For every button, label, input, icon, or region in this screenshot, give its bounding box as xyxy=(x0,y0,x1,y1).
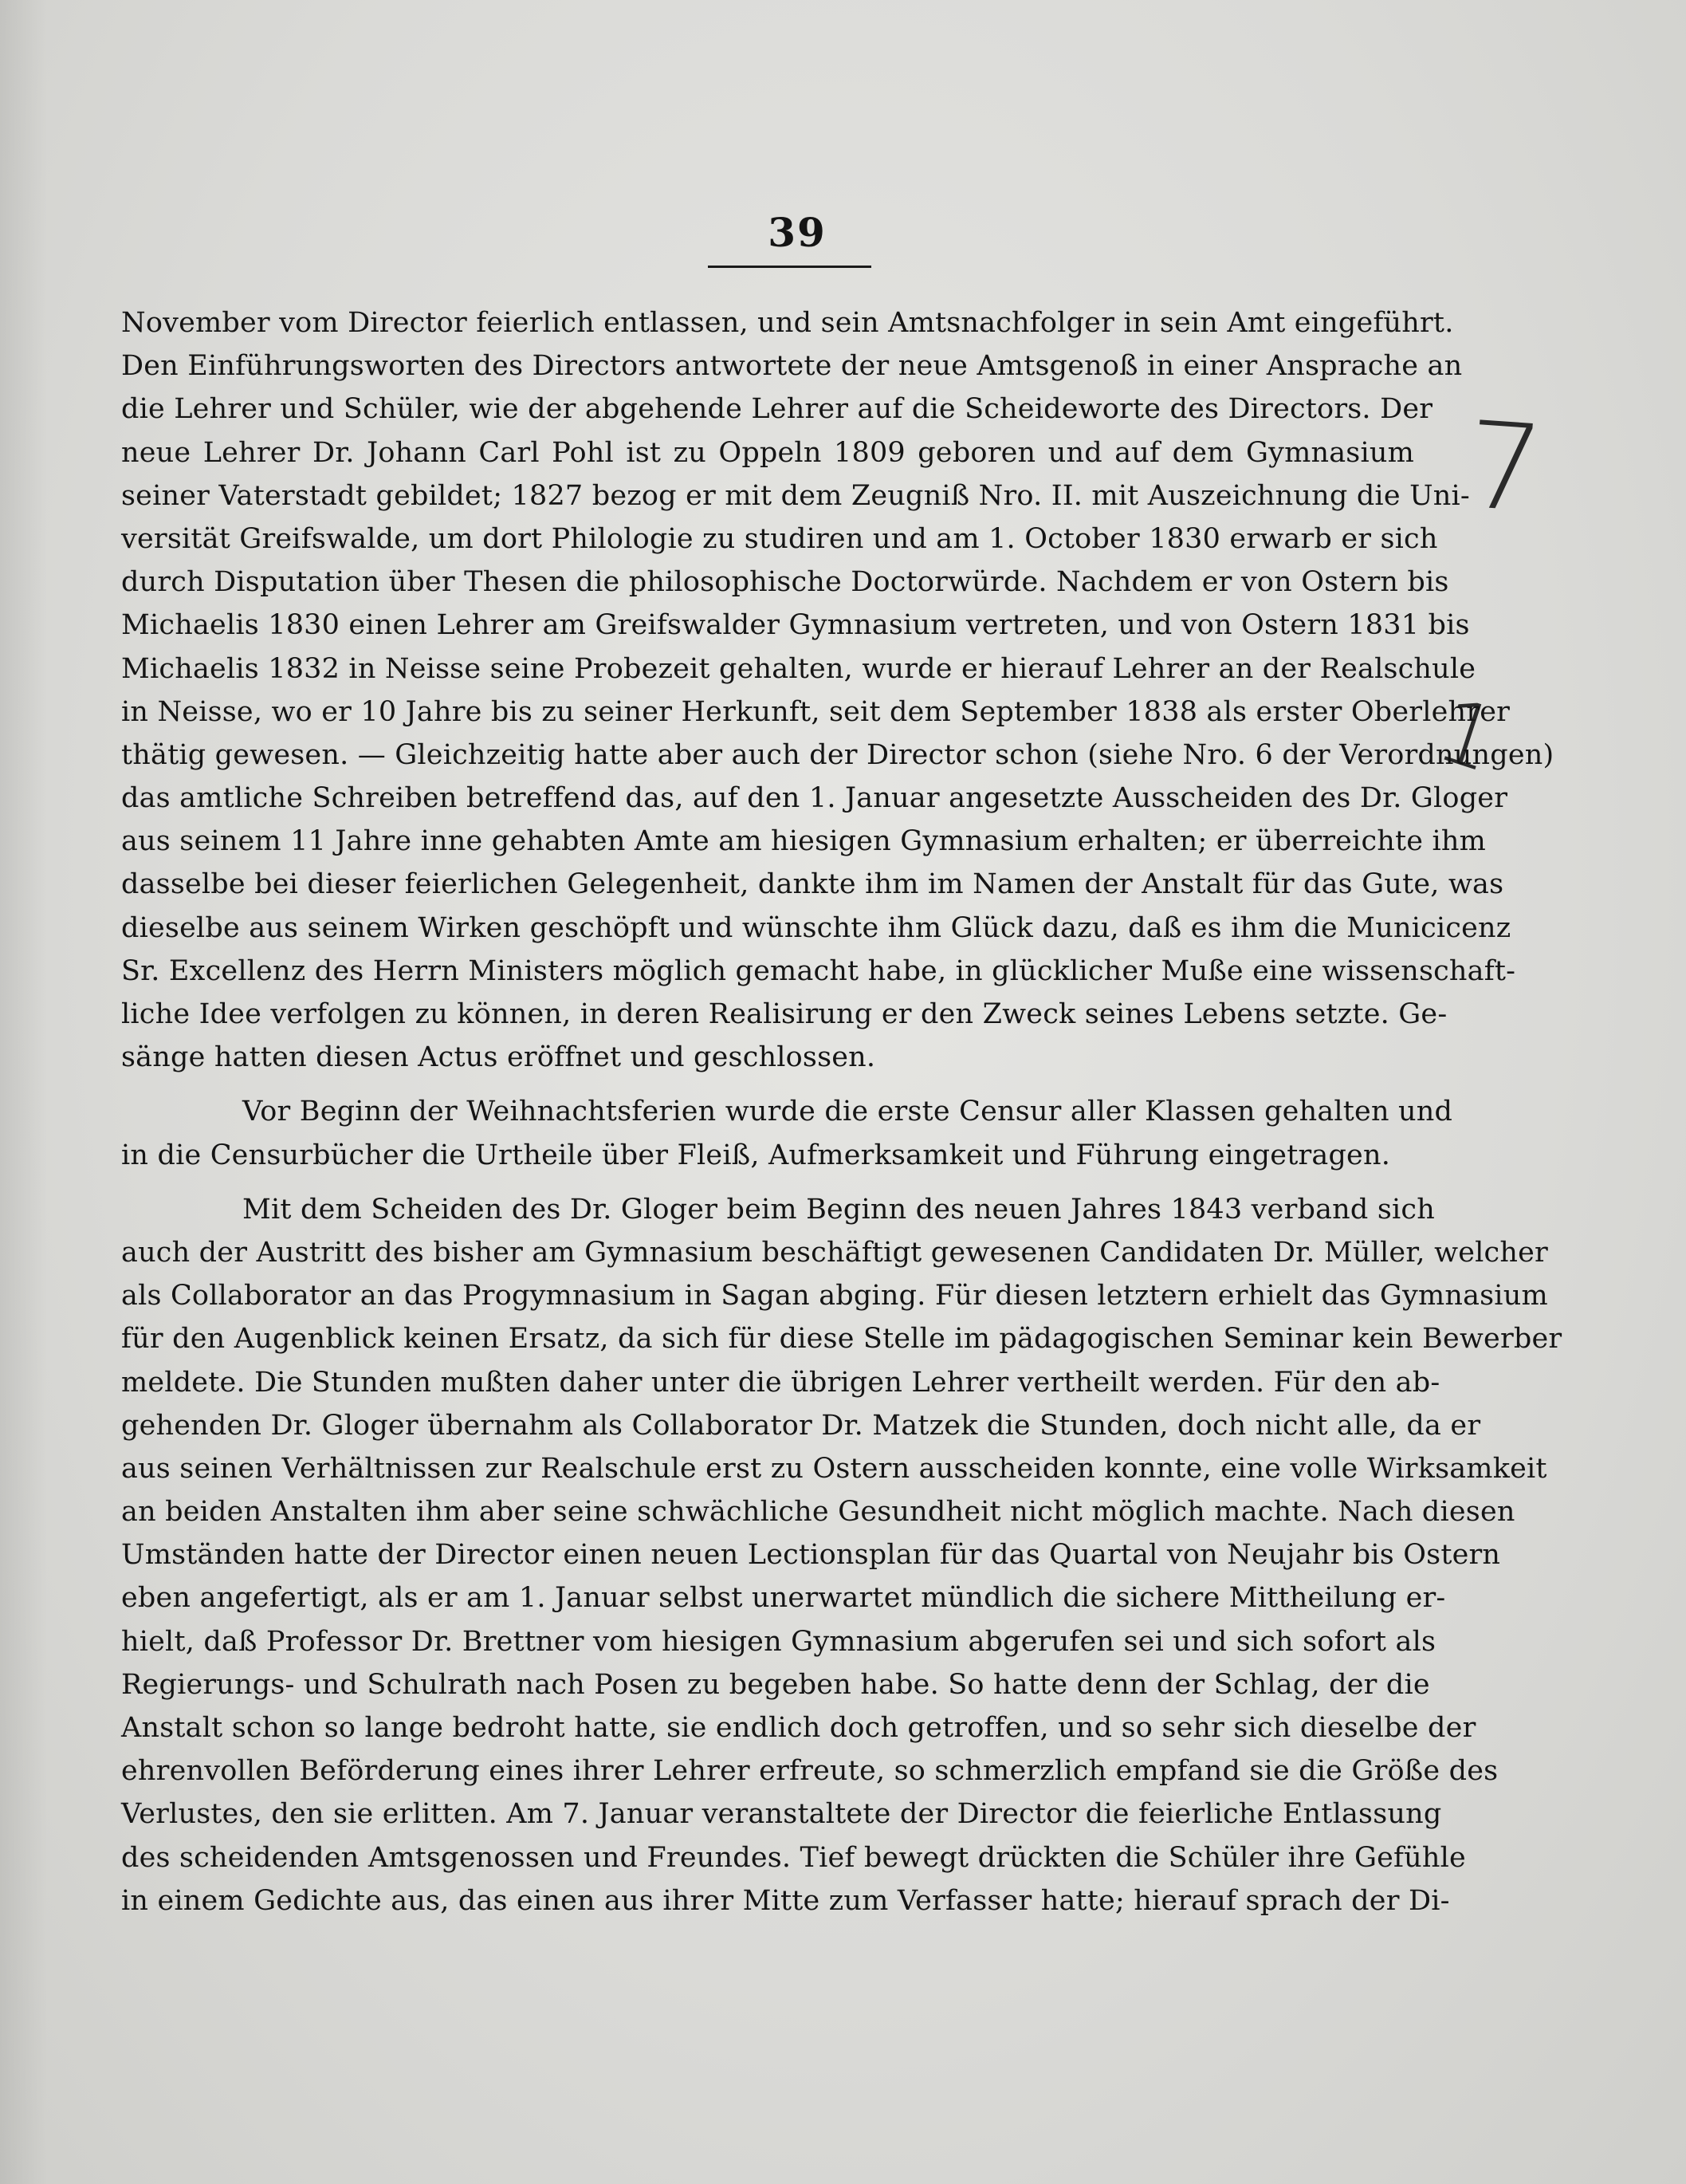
text-line: des scheidenden Amtsgenossen und Freundes. Tief bewegt drückten die Schüler ihre Gefühle xyxy=(121,1841,1466,1874)
text-line: Michaelis 1832 in Neisse seine Probezeit gehalten, wurde er hierauf Lehrer an der Realschule xyxy=(121,652,1476,685)
paragraph-gap xyxy=(121,1177,1414,1188)
text-line: November vom Director feierlich entlassen, und sein Amtsnachfolger in sein Amt eingeführt. xyxy=(121,307,1454,339)
text-line: versität Greifswalde, um dort Philologie zu studiren und am 1. October 1830 erwarb er sich xyxy=(121,522,1438,555)
text-line: liche Idee verfolgen zu können, in deren Realisirung er den Zweck seines Lebens setzte. Ge- xyxy=(121,998,1448,1030)
text-line: Anstalt schon so lange bedroht hatte, sie endlich doch getroffen, und so sehr sich dieselbe der xyxy=(121,1712,1476,1744)
text-line: aus seinem 11 Jahre inne gehabten Amte am hiesigen Gymnasium erhalten; er überreichte ihm xyxy=(121,825,1487,858)
text-line: aus seinen Verhältnissen zur Realschule erst zu Ostern ausscheiden konnte, eine volle Wirksamkeit xyxy=(121,1452,1547,1485)
text-line: dieselbe aus seinem Wirken geschöpft und wünschte ihm Glück dazu, daß es ihm die Municicenz xyxy=(121,911,1511,944)
text-line: an beiden Anstalten ihm aber seine schwächliche Gesundheit nicht möglich machte. Nach diesen xyxy=(121,1496,1515,1529)
body-text xyxy=(121,301,1562,1922)
text-line: Sr. Excellenz des Herrn Ministers möglich gemacht habe, in glücklicher Muße eine wissenschaft- xyxy=(121,954,1516,987)
text-line: als Collaborator an das Progymnasium in Sagan abging. Für diesen letztern erhielt das Gymnasium xyxy=(121,1280,1548,1312)
text-line: in die Censurbücher die Urtheile über Fleiß, Aufmerksamkeit und Führung eingetragen. xyxy=(121,1139,1391,1171)
text-line: seiner Vaterstadt gebildet; 1827 bezog er mit dem Zeugniß Nro. II. mit Auszeichnung die Uni- xyxy=(121,479,1470,512)
handwritten-annotation-seven: 7 xyxy=(1462,395,1548,541)
page-number-rule xyxy=(708,266,871,268)
text-line: sänge hatten diesen Actus eröffnet und geschlossen. xyxy=(121,1041,876,1074)
text-line: Regierungs- und Schulrath nach Posen zu begeben habe. So hatte denn der Schlag, der die xyxy=(121,1668,1430,1701)
text-line: neue Lehrer Dr. Johann Carl Pohl ist zu Oppeln 1809 geboren und auf dem Gymnasium xyxy=(121,436,1414,469)
text-line: Den Einführungsworten des Directors antwortete der neue Amtsgenoß in einer Ansprache an xyxy=(121,350,1463,383)
paragraph xyxy=(121,301,1554,1079)
text-line: für den Augenblick keinen Ersatz, da sich für diese Stelle im pädagogischen Seminar kein Bewerber xyxy=(121,1323,1562,1356)
paragraph xyxy=(121,1188,1562,1922)
text-line: Mit dem Scheiden des Dr. Gloger beim Beginn des neuen Jahres 1843 verband sich xyxy=(242,1193,1435,1226)
text-line: dasselbe bei dieser feierlichen Gelegenheit, dankte ihm im Namen der Anstalt für das Gute, was xyxy=(121,868,1504,901)
text-line: Michaelis 1830 einen Lehrer am Greifswalder Gymnasium vertreten, und von Ostern 1831 bis xyxy=(121,609,1470,642)
text-line: die Lehrer und Schüler, wie der abgehende Lehrer auf die Scheideworte des Directors. Der xyxy=(121,393,1433,426)
page-number: 39 xyxy=(768,209,827,256)
text-line: gehenden Dr. Gloger übernahm als Collaborator Dr. Matzek die Stunden, doch nicht alle, da er xyxy=(121,1409,1481,1442)
text-line: das amtliche Schreiben betreffend das, auf den 1. Januar angesetzte Ausscheiden des Dr. Gloger xyxy=(121,782,1508,815)
text-line: in Neisse, wo er 10 Jahre bis zu seiner Herkunft, seit dem September 1838 als erster Oberlehrer xyxy=(121,695,1511,728)
paragraph xyxy=(121,1090,1453,1176)
text-line: Verlustes, den sie erlitten. Am 7. Januar veranstaltete der Director die feierliche Entlassung xyxy=(121,1798,1442,1831)
paragraph-gap xyxy=(121,1079,1414,1090)
text-line: auch der Austritt des bisher am Gymnasium beschäftigt gewesenen Candidaten Dr. Müller, welcher xyxy=(121,1236,1548,1269)
text-line: Vor Beginn der Weihnachtsferien wurde die erste Censur aller Klassen gehalten und xyxy=(242,1096,1453,1128)
text-line: thätig gewesen. — Gleichzeitig hatte aber auch der Director schon (siehe Nro. 6 der Verordnungen) xyxy=(121,738,1554,771)
text-line: durch Disputation über Thesen die philosophische Doctorwürde. Nachdem er von Ostern bis xyxy=(121,566,1449,599)
text-line: eben angefertigt, als er am 1. Januar selbst unerwartet mündlich die sichere Mittheilung er- xyxy=(121,1582,1446,1615)
text-line: ehrenvollen Beförderung eines ihrer Lehrer erfreute, so schmerzlich empfand sie die Größe des xyxy=(121,1755,1499,1788)
text-line: Umständen hatte der Director einen neuen Lectionsplan für das Quartal von Neujahr bis Ostern xyxy=(121,1539,1501,1572)
text-line: in einem Gedichte aus, das einen aus ihrer Mitte zum Verfasser hatte; hierauf sprach der Di- xyxy=(121,1884,1450,1917)
text-line: meldete. Die Stunden mußten daher unter die übrigen Lehrer vertheilt werden. Für den ab- xyxy=(121,1366,1440,1399)
text-line: hielt, daß Professor Dr. Brettner vom hiesigen Gymnasium abgerufen sei und sich sofort als xyxy=(121,1625,1436,1658)
handwritten-annotation-one: 1 xyxy=(1425,678,1511,793)
page-edge-shadow xyxy=(0,0,48,2184)
